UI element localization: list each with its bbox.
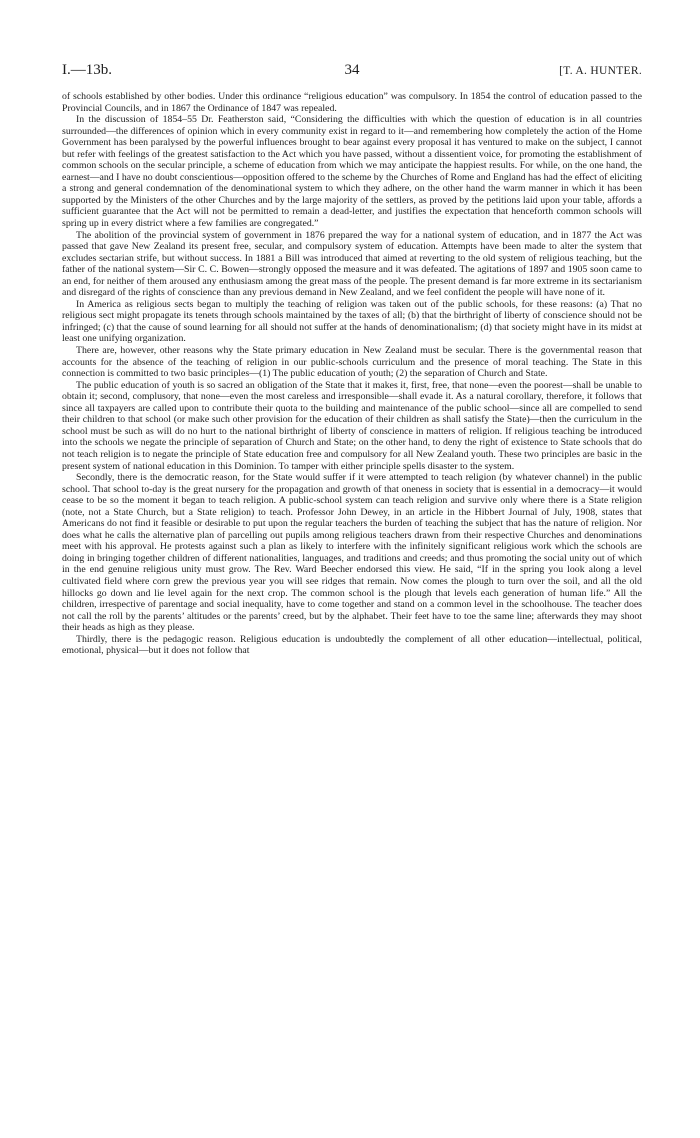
document-page [62, 62, 642, 657]
page-number: 34 [344, 62, 360, 78]
paper-reference: I.—13b. [62, 62, 112, 78]
body-text [62, 91, 642, 657]
page-header [62, 62, 642, 79]
paragraph-1: of schools established by other bodies. Under this ordinance “religious education” was compulsory. In 1854 the control of education passed to the Provincial Councils, and in 1867 the Ordinance of 1847 was repealed. [62, 91, 642, 114]
paragraph-4: In America as religious sects began to multiply the teaching of religion was taken out of the public schools, for these reasons: (a) That no religious sect might propagate its tenets through schools maintained by the taxes of all; (b) that the birthright of liberty of conscience should not be infringed; (c) that the cause of sound learning for all should not suffer at the hands of denominationalism; (d) that society might have in its midst at least one unifying organization. [62, 298, 642, 345]
paragraph-7: Secondly, there is the democratic reason, for the State would suffer if it were attempted to teach religion (by whatever channel) in the public school. That school to-day is the great nursery for the propagation and growth of that oneness in society that is essential in a democracy—it would cease to be so the moment it began to teach religion. A public-school system can teach religion and survive only where there is a State religion (note, not a State Church, but a State religion) to teach. Professor John Dewey, in an article in the Hibbert Journal of July, 1908, states that Americans do not find it feasible or desirable to put upon the regular teachers the burden of teaching the subject that has the nature of religion. Nor does what he calls the alternative plan of parcelling out pupils among religious teachers drawn from their respective Churches and denominations meet with his approval. He protests against such a plan as likely to interfere with the infinitely significant religious work which the schools are doing in bringing together children of different nationalities, languages, and traditions and creeds; and thus promoting the social unity out of which in the end genuine religious unity must grow. The Rev. Ward Beecher endorsed this view. He said, “If in the spring you look along a level cultivated field where corn grew the previous year you will see ridges that remain. Now comes the plough to turn over the soil, and all the old hillocks go down and lie level again for the next crop. The common school is the plough that levels each generation of human life.” All the children, irrespective of parentage and social inequality, have to come together and stand on a common level in the schoolhouse. The teacher does not call the roll by the parents’ altitudes or the parents’ creed, but by the alphabet. Their feet have to toe the same line; afterwards they may shoot their heads as high as they please. [62, 472, 642, 634]
paragraph-5: There are, however, other reasons why the State primary education in New Zealand must be secular. There is the governmental reason that accounts for the absence of the teaching of religion in our public-schools curriculum and the presence of moral teaching. The State in this connection is committed to two basic principles—(1) The public education of youth; (2) the separation of Church and State. [62, 345, 642, 380]
paragraph-6: The public education of youth is so sacred an obligation of the State that it makes it, first, free, that none—even the poorest—shall be unable to obtain it; second, complusory, that none—even the most careless and irresponsible—shall evade it. As a natural corollary, therefore, it follows that since all taxpayers are called upon to contribute their quota to the building and maintenance of the public school—since all are compelled to send their children to that school (or make such other provision for the education of their children as shall satisfy the State)—then the curriculum in the school must be such as will do no hurt to the national birthright of liberty of conscience in matters of religion. If religious teaching be introduced into the schools we negate the principle of separation of Church and State; on the other hand, to deny the right of existence to State schools that do not teach religion is to negate the principle of State education free and compulsory for all New Zealand youth. These two principles are basic in the present system of national education in this Dominion. To tamper with either principle spells disaster to the system. [62, 379, 642, 472]
paragraph-3: The abolition of the provincial system of government in 1876 prepared the way for a national system of education, and in 1877 the Act was passed that gave New Zealand its present free, secular, and compulsory system of education. Attempts have been made to alter the system that excludes sectarian strife, but without success. In 1881 a Bill was introduced that aimed at reverting to the old system of religious teaching, but the father of the national system—Sir C. C. Bowen—strongly opposed the measure and it was defeated. The agitations of 1897 and 1905 soon came to an end, for neither of them aroused any enthusiasm among the great mass of the people. The present demand is far more extreme in its sectarianism and disregard of the rights of conscience than any previous demand in New Zealand, and we feel confident the people will have none of it. [62, 229, 642, 299]
paragraph-2: In the discussion of 1854–55 Dr. Featherston said, “Considering the difficulties with which the question of education is in all countries surrounded—the differences of opinion which in every community exist in regard to it—and remembering how completely the action of the Home Government has been paralysed by the powerful influences brought to bear against every proposal it has ventured to make on the subject, I cannot but refer with feelings of the greatest satisfaction to the Act which you have passed, without a dissentient voice, for promoting the establishment of common schools on the secular principle, a scheme of education from which we may anticipate the happiest results. For while, on the one hand, the earnest—and I have no doubt conscientious—opposition offered to the scheme by the Churches of Rome and England has had the effect of eliciting a strong and general condemnation of the denominational system to which they adhere, on the other hand the warm manner in which it has been supported by the Ministers of the other Churches and by the large majority of the settlers, as proved by the petitions laid upon your table, affords a sufficient guarantee that the Act will not be permitted to remain a dead-letter, and justifies the expectation that henceforth common schools will spring up in every district where a few families are congregated.” [62, 114, 642, 230]
author-name: [T. A. HUNTER. [559, 65, 642, 77]
paragraph-8: Thirdly, there is the pedagogic reason. Religious education is undoubtedly the complement of all other education—intellectual, political, emotional, physical—but it does not follow that [62, 633, 642, 657]
